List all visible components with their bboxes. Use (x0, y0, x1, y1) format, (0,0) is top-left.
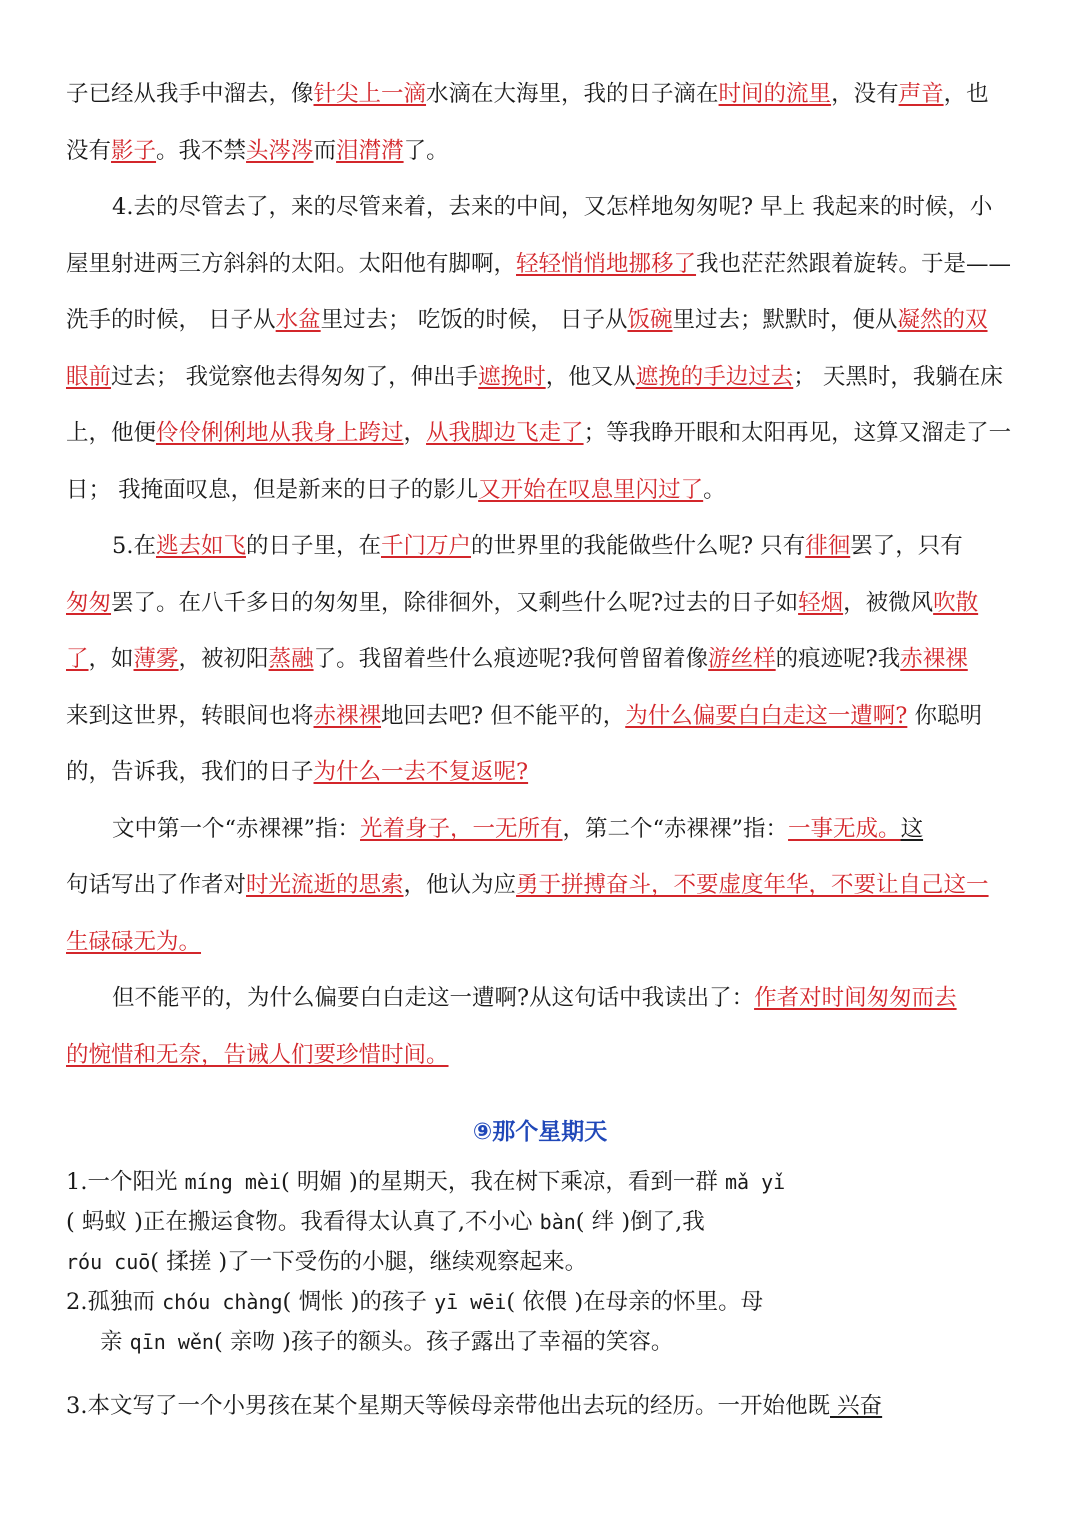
plain-text: ，被微风 (843, 590, 934, 616)
answer-text: 遮挽时 (478, 364, 546, 390)
plain-text: 里过去； 吃饭的时候， 日子从 (320, 307, 628, 333)
answer-text: 针尖上一滴 (313, 81, 427, 107)
answer-text: 时光流逝的思索 (246, 872, 404, 898)
plain-text: 来到这世界，转眼间也将 (66, 703, 314, 729)
plain-text: ，也 (943, 81, 989, 107)
plain-text: 3.本文写了一个小男孩在某个星期天等候母亲带他出去玩的经历。一开始他既 (66, 1393, 830, 1419)
answer-text: 千门万户 (381, 533, 472, 559)
plain-text: 的日子里，在 (245, 533, 381, 559)
answer-text: 一事无成。 (788, 816, 901, 842)
text-line (66, 869, 989, 901)
question-line (66, 1206, 705, 1238)
blank-text: 兴奋 (829, 1393, 883, 1419)
text-line (66, 417, 1011, 449)
answer-text: 遮挽的手边过去 (635, 364, 794, 390)
plain-text: 的世界里的我能做些什么呢? 只有 (471, 533, 806, 559)
plain-text: 罢了，只有 (850, 533, 963, 559)
answer-text: 游丝样 (708, 646, 776, 672)
plain-text: ( 惆怅 )的孩子 (282, 1289, 435, 1315)
plain-text: 地回去吧? 但不能平的， (381, 703, 626, 729)
plain-text: 4.去的尽管去了，来的尽管来着，去来的中间，又怎样地匆匆呢? 早上 我起来的时候，小 (112, 194, 993, 220)
text-line (66, 135, 449, 167)
plain-text: 过去； 我觉察他去得匆匆了，伸出手 (111, 364, 479, 390)
plain-text: 里过去；默默时，便从 (672, 307, 898, 333)
answer-text: 徘徊 (805, 533, 851, 559)
plain-text: ；等我睁开眼和太阳再见，这算又溜走了一 (583, 420, 1012, 446)
text-line (66, 78, 989, 110)
plain-text: 。我不禁 (156, 138, 247, 164)
answer-text: 时间的流里 (718, 81, 832, 107)
plain-text: 罢了。在八千多日的匆匆里，除徘徊外，又剩些什么呢?过去的日子如 (111, 590, 799, 616)
plain-text: 子已经从我手中溜去，像 (66, 81, 314, 107)
text-line (66, 361, 1003, 393)
text-line (66, 587, 978, 619)
answer-text: 泪潸潸 (336, 138, 404, 164)
plain-text: 日； 我掩面叹息，但是新来的日子的影儿 (66, 477, 479, 503)
pinyin-text: míng mèi (184, 1170, 281, 1194)
text-line (66, 474, 726, 506)
plain-text: 的，告诉我，我们的日子 (66, 759, 314, 785)
text-line (112, 530, 963, 562)
answer-text: 了 (66, 646, 89, 672)
plain-text: 我也茫茫然跟着旋转。于是—— (696, 251, 1012, 277)
answer-text: 眼前 (66, 364, 112, 390)
answer-text: 蒸融 (268, 646, 314, 672)
answer-text: 勇于拼搏奋斗，不要虚度年华，不要让自己这一 (516, 872, 989, 898)
answer-text: 薄雾 (133, 646, 179, 672)
plain-text: ( 亲吻 )孩子的额头。孩子露出了幸福的笑容。 (213, 1329, 674, 1355)
answer-text: 光着身子，一无所有 (360, 816, 563, 842)
answer-text: 轻轻悄悄地挪移了 (516, 251, 697, 277)
answer-text: 影子 (111, 138, 157, 164)
answer-text: 作者对时间匆匆而去 (754, 985, 957, 1011)
question-line (66, 1166, 785, 1198)
section-heading: ⑨那个星期天 (472, 1119, 608, 1145)
plain-text: ，没有 (831, 81, 899, 107)
pinyin-text: chóu chàng (162, 1290, 283, 1314)
plain-text: ，他又从 (545, 364, 636, 390)
plain-text: 了。 (403, 138, 449, 164)
plain-text: 2.孤独而 (66, 1289, 163, 1315)
answer-text: 又开始在叹息里闪过了 (478, 477, 704, 503)
answer-text: 声音 (898, 81, 944, 107)
plain-text: ( 绊 )倒了,我 (575, 1209, 705, 1235)
plain-text: 。 (703, 477, 726, 503)
answer-text: 吹散 (933, 590, 979, 616)
text-line (66, 756, 528, 788)
text-line (66, 926, 201, 958)
plain-text: 了。我留着些什么痕迹呢?我何曾留着像 (313, 646, 709, 672)
text-line (66, 1039, 449, 1071)
text-line (112, 191, 992, 223)
pinyin-text: bàn (539, 1210, 576, 1234)
plain-text: ，被初阳 (178, 646, 269, 672)
text-line (112, 982, 957, 1014)
answer-text: 赤裸裸 (900, 646, 968, 672)
answer-text: 凝然的双 (897, 307, 988, 333)
plain-text: 水滴在大海里，我的日子滴在 (426, 81, 719, 107)
plain-text: 没有 (66, 138, 112, 164)
answer-text: 为什么偏要白白走这一遭啊? (625, 703, 908, 729)
answer-text: 轻烟 (798, 590, 844, 616)
text-line (66, 700, 982, 732)
plain-text: 洗手的时候， 日子从 (66, 307, 276, 333)
plain-text: ，如 (88, 646, 134, 672)
plain-text: 而 (313, 138, 337, 164)
plain-text: ， (403, 420, 427, 446)
pinyin-text: qīn wěn (129, 1330, 214, 1354)
plain-text: 5.在 (112, 533, 156, 559)
text-line (66, 248, 1011, 280)
question-line (66, 1390, 882, 1422)
plain-text: ； 天黑时，我躺在床 (793, 364, 1003, 390)
answer-text: 逃去如飞 (155, 533, 246, 559)
answer-text: 的惋惜和无奈，告诫人们要珍惜时间。 (66, 1042, 449, 1068)
answer-text: 赤裸裸 (313, 703, 382, 729)
plain-text: 上，他便 (66, 420, 157, 446)
plain-text: ( 揉搓 )了一下受伤的小腿，继续观察起来。 (150, 1249, 588, 1275)
answer-text: 生碌碌无为。 (66, 929, 202, 955)
question-line (100, 1326, 673, 1358)
blank-text: 这 (900, 816, 924, 842)
answer-text: 饭碗 (627, 307, 673, 333)
answer-text: 头涔涔 (246, 138, 314, 164)
plain-text: 屋里射进两三方斜斜的太阳。太阳他有脚啊， (66, 251, 517, 277)
pinyin-text: róu cuō (66, 1250, 151, 1274)
answer-text: 为什么一去不复返呢? (313, 759, 529, 785)
plain-text: ，他认为应 (403, 872, 517, 898)
pinyin-text: mǎ yǐ (724, 1170, 786, 1194)
pinyin-text: yī wēi (434, 1290, 507, 1314)
plain-text: ( 明媚 )的星期天，我在树下乘凉，看到一群 (280, 1169, 725, 1195)
answer-text: 从我脚边飞走了 (426, 420, 584, 446)
plain-text: 句话写出了作者对 (66, 872, 247, 898)
question-line (66, 1246, 587, 1278)
text-line (112, 813, 923, 845)
question-line (66, 1286, 763, 1318)
answer-text: 伶伶俐俐地从我身上跨过 (156, 420, 404, 446)
answer-text: 水盆 (275, 307, 321, 333)
plain-text: 你聪明 (907, 703, 982, 729)
plain-text: ，第二个“赤裸裸”指： (562, 816, 789, 842)
plain-text: 1.一个阳光 (66, 1169, 185, 1195)
plain-text: ( 蚂蚁 )正在搬运食物。我看得太认真了,不小心 (66, 1209, 540, 1235)
plain-text: 文中第一个“赤裸裸”指： (112, 816, 361, 842)
plain-text: 但不能平的，为什么偏要白白走这一遭啊?从这句话中我读出了： (112, 985, 755, 1011)
answer-text: 匆匆 (66, 590, 112, 616)
plain-text: ( 依偎 )在母亲的怀里。母 (506, 1289, 764, 1315)
plain-text: 亲 (100, 1329, 130, 1355)
plain-text: 的痕迹呢?我 (775, 646, 901, 672)
text-line (66, 304, 988, 336)
text-line (66, 643, 968, 675)
